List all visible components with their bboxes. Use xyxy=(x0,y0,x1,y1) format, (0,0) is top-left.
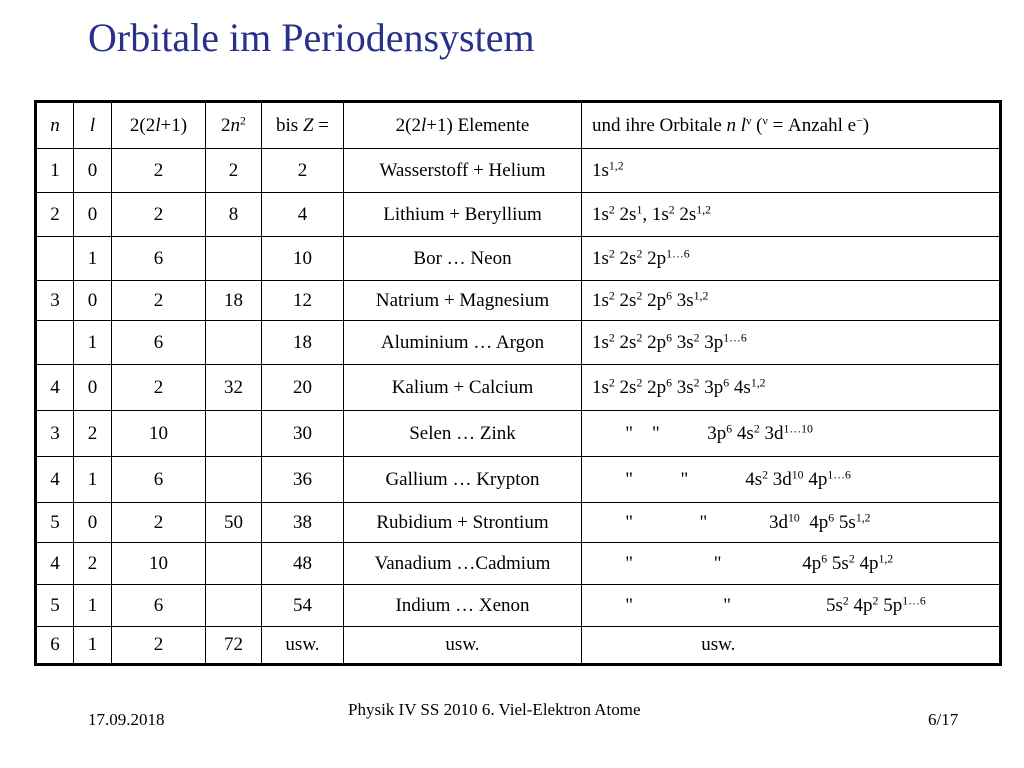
cell-two-n2 xyxy=(206,543,262,585)
cell-orbitale: " " $3p^6$ $4s^2$ $3d^{1\dots 10}$ xyxy=(582,411,1001,457)
cell-two-n2: 72 xyxy=(206,627,262,665)
cell-elemente: usw. xyxy=(344,627,582,665)
cell-l: 0 xyxy=(74,149,112,193)
cell-orbitale: $1s^{1,2}$ xyxy=(582,149,1001,193)
cell-orbitale: $1s^2$ $2s^2$ $2p^6$ $3s^2$ $3p^{1\dots 6}$ xyxy=(582,321,1001,365)
cell-z: 12 xyxy=(262,281,344,321)
table-row xyxy=(36,237,1001,281)
cell-two-l: 2 xyxy=(112,193,206,237)
cell-elemente: Rubidium + Strontium xyxy=(344,503,582,543)
cell-two-l: 10 xyxy=(112,411,206,457)
cell-elemente: Aluminium … Argon xyxy=(344,321,582,365)
header-2n2: $2n^2$ xyxy=(206,102,262,149)
cell-l: 1 xyxy=(74,321,112,365)
cell-two-l: 6 xyxy=(112,321,206,365)
cell-n: 2 xyxy=(36,193,74,237)
cell-l: 2 xyxy=(74,543,112,585)
footer-date: 17.09.2018 xyxy=(88,710,165,729)
cell-l: 1 xyxy=(74,237,112,281)
cell-n: 4 xyxy=(36,365,74,411)
footer-title: Physik IV SS 2010 6. Viel-Elektron Atome xyxy=(348,700,641,719)
cell-l: 0 xyxy=(74,503,112,543)
cell-elemente: Bor … Neon xyxy=(344,237,582,281)
table-row xyxy=(36,149,1001,193)
cell-z: 48 xyxy=(262,543,344,585)
cell-n: 6 xyxy=(36,627,74,665)
cell-two-l: 2 xyxy=(112,503,206,543)
cell-n: 3 xyxy=(36,411,74,457)
footer-page-number: 6/17 xyxy=(928,710,959,729)
cell-n xyxy=(36,321,74,365)
cell-l: 1 xyxy=(74,585,112,627)
table-row xyxy=(36,457,1001,503)
cell-two-l: 6 xyxy=(112,237,206,281)
table-row xyxy=(36,543,1001,585)
cell-orbitale: $1s^2$ $2s^2$ $2p^{1\dots 6}$ xyxy=(582,237,1001,281)
cell-elemente: Wasserstoff + Helium xyxy=(344,149,582,193)
periodic-orbital-table xyxy=(34,100,1002,666)
cell-orbitale: " " $4p^6$ $5s^2$ $4p^{1,2}$ xyxy=(582,543,1001,585)
table-body xyxy=(36,149,1001,665)
table-row xyxy=(36,585,1001,627)
cell-n: 1 xyxy=(36,149,74,193)
cell-two-l: 2 xyxy=(112,365,206,411)
cell-l: 1 xyxy=(74,627,112,665)
cell-z: 4 xyxy=(262,193,344,237)
cell-z: 20 xyxy=(262,365,344,411)
cell-z: 36 xyxy=(262,457,344,503)
cell-elemente: Kalium + Calcium xyxy=(344,365,582,411)
cell-elemente: Indium … Xenon xyxy=(344,585,582,627)
cell-z: 30 xyxy=(262,411,344,457)
cell-z: 38 xyxy=(262,503,344,543)
cell-n: 4 xyxy=(36,457,74,503)
header-2-2l-plus-1: 2(2l+1) xyxy=(112,102,206,149)
cell-elemente: Gallium … Krypton xyxy=(344,457,582,503)
cell-two-n2: 18 xyxy=(206,281,262,321)
cell-z: usw. xyxy=(262,627,344,665)
cell-two-l: 10 xyxy=(112,543,206,585)
cell-two-l: 6 xyxy=(112,585,206,627)
cell-l: 0 xyxy=(74,281,112,321)
cell-two-n2 xyxy=(206,237,262,281)
cell-two-l: 6 xyxy=(112,457,206,503)
cell-two-l: 2 xyxy=(112,149,206,193)
cell-n xyxy=(36,237,74,281)
cell-elemente: Lithium + Beryllium xyxy=(344,193,582,237)
cell-orbitale: usw. xyxy=(582,627,1001,665)
header-n: n xyxy=(36,102,74,149)
table-row xyxy=(36,193,1001,237)
table-row xyxy=(36,503,1001,543)
table-row xyxy=(36,411,1001,457)
cell-orbitale: $1s^2$ $2s^2$ $2p^6$ $3s^2$ $3p^6$ $4s^{1,2}$ xyxy=(582,365,1001,411)
cell-two-n2: 8 xyxy=(206,193,262,237)
cell-n: 5 xyxy=(36,585,74,627)
cell-elemente: Selen … Zink xyxy=(344,411,582,457)
cell-orbitale: " " $4s^2$ $3d^{10}$ $4p^{1\dots 6}$ xyxy=(582,457,1001,503)
cell-l: 1 xyxy=(74,457,112,503)
cell-l: 2 xyxy=(74,411,112,457)
header-elemente: 2(2l+1) Elemente xyxy=(344,102,582,149)
cell-two-l: 2 xyxy=(112,627,206,665)
cell-two-n2 xyxy=(206,321,262,365)
cell-orbitale: " " $3d^{10}$ $4p^6$ $5s^{1,2}$ xyxy=(582,503,1001,543)
cell-two-n2: 32 xyxy=(206,365,262,411)
table-header-row xyxy=(36,102,1001,149)
cell-z: 54 xyxy=(262,585,344,627)
cell-elemente: Vanadium …Cadmium xyxy=(344,543,582,585)
cell-n: 4 xyxy=(36,543,74,585)
cell-elemente: Natrium + Magnesium xyxy=(344,281,582,321)
cell-z: 2 xyxy=(262,149,344,193)
cell-orbitale: $1s^2$ $2s^2$ $2p^6$ $3s^{1,2}$ xyxy=(582,281,1001,321)
cell-l: 0 xyxy=(74,193,112,237)
cell-orbitale: " " $5s^2$ $4p^2$ $5p^{1\dots 6}$ xyxy=(582,585,1001,627)
cell-n: 3 xyxy=(36,281,74,321)
cell-two-n2: 50 xyxy=(206,503,262,543)
cell-two-n2 xyxy=(206,585,262,627)
page-title: Orbitale im Periodensystem xyxy=(88,15,535,60)
table-row xyxy=(36,365,1001,411)
header-orbitale: und ihre Orbitale n $l^\nu$ ($^\nu$ = Anzahl e−) xyxy=(582,102,1001,149)
cell-orbitale: $1s^2$ $2s^1$, $1s^2$ $2s^{1,2}$ xyxy=(582,193,1001,237)
header-l: l xyxy=(74,102,112,149)
cell-z: 10 xyxy=(262,237,344,281)
table-row xyxy=(36,321,1001,365)
cell-two-n2 xyxy=(206,411,262,457)
table-row xyxy=(36,281,1001,321)
table-row xyxy=(36,627,1001,665)
cell-n: 5 xyxy=(36,503,74,543)
cell-l: 0 xyxy=(74,365,112,411)
cell-z: 18 xyxy=(262,321,344,365)
cell-two-n2: 2 xyxy=(206,149,262,193)
header-bis-z: bis Z = xyxy=(262,102,344,149)
cell-two-n2 xyxy=(206,457,262,503)
cell-two-l: 2 xyxy=(112,281,206,321)
